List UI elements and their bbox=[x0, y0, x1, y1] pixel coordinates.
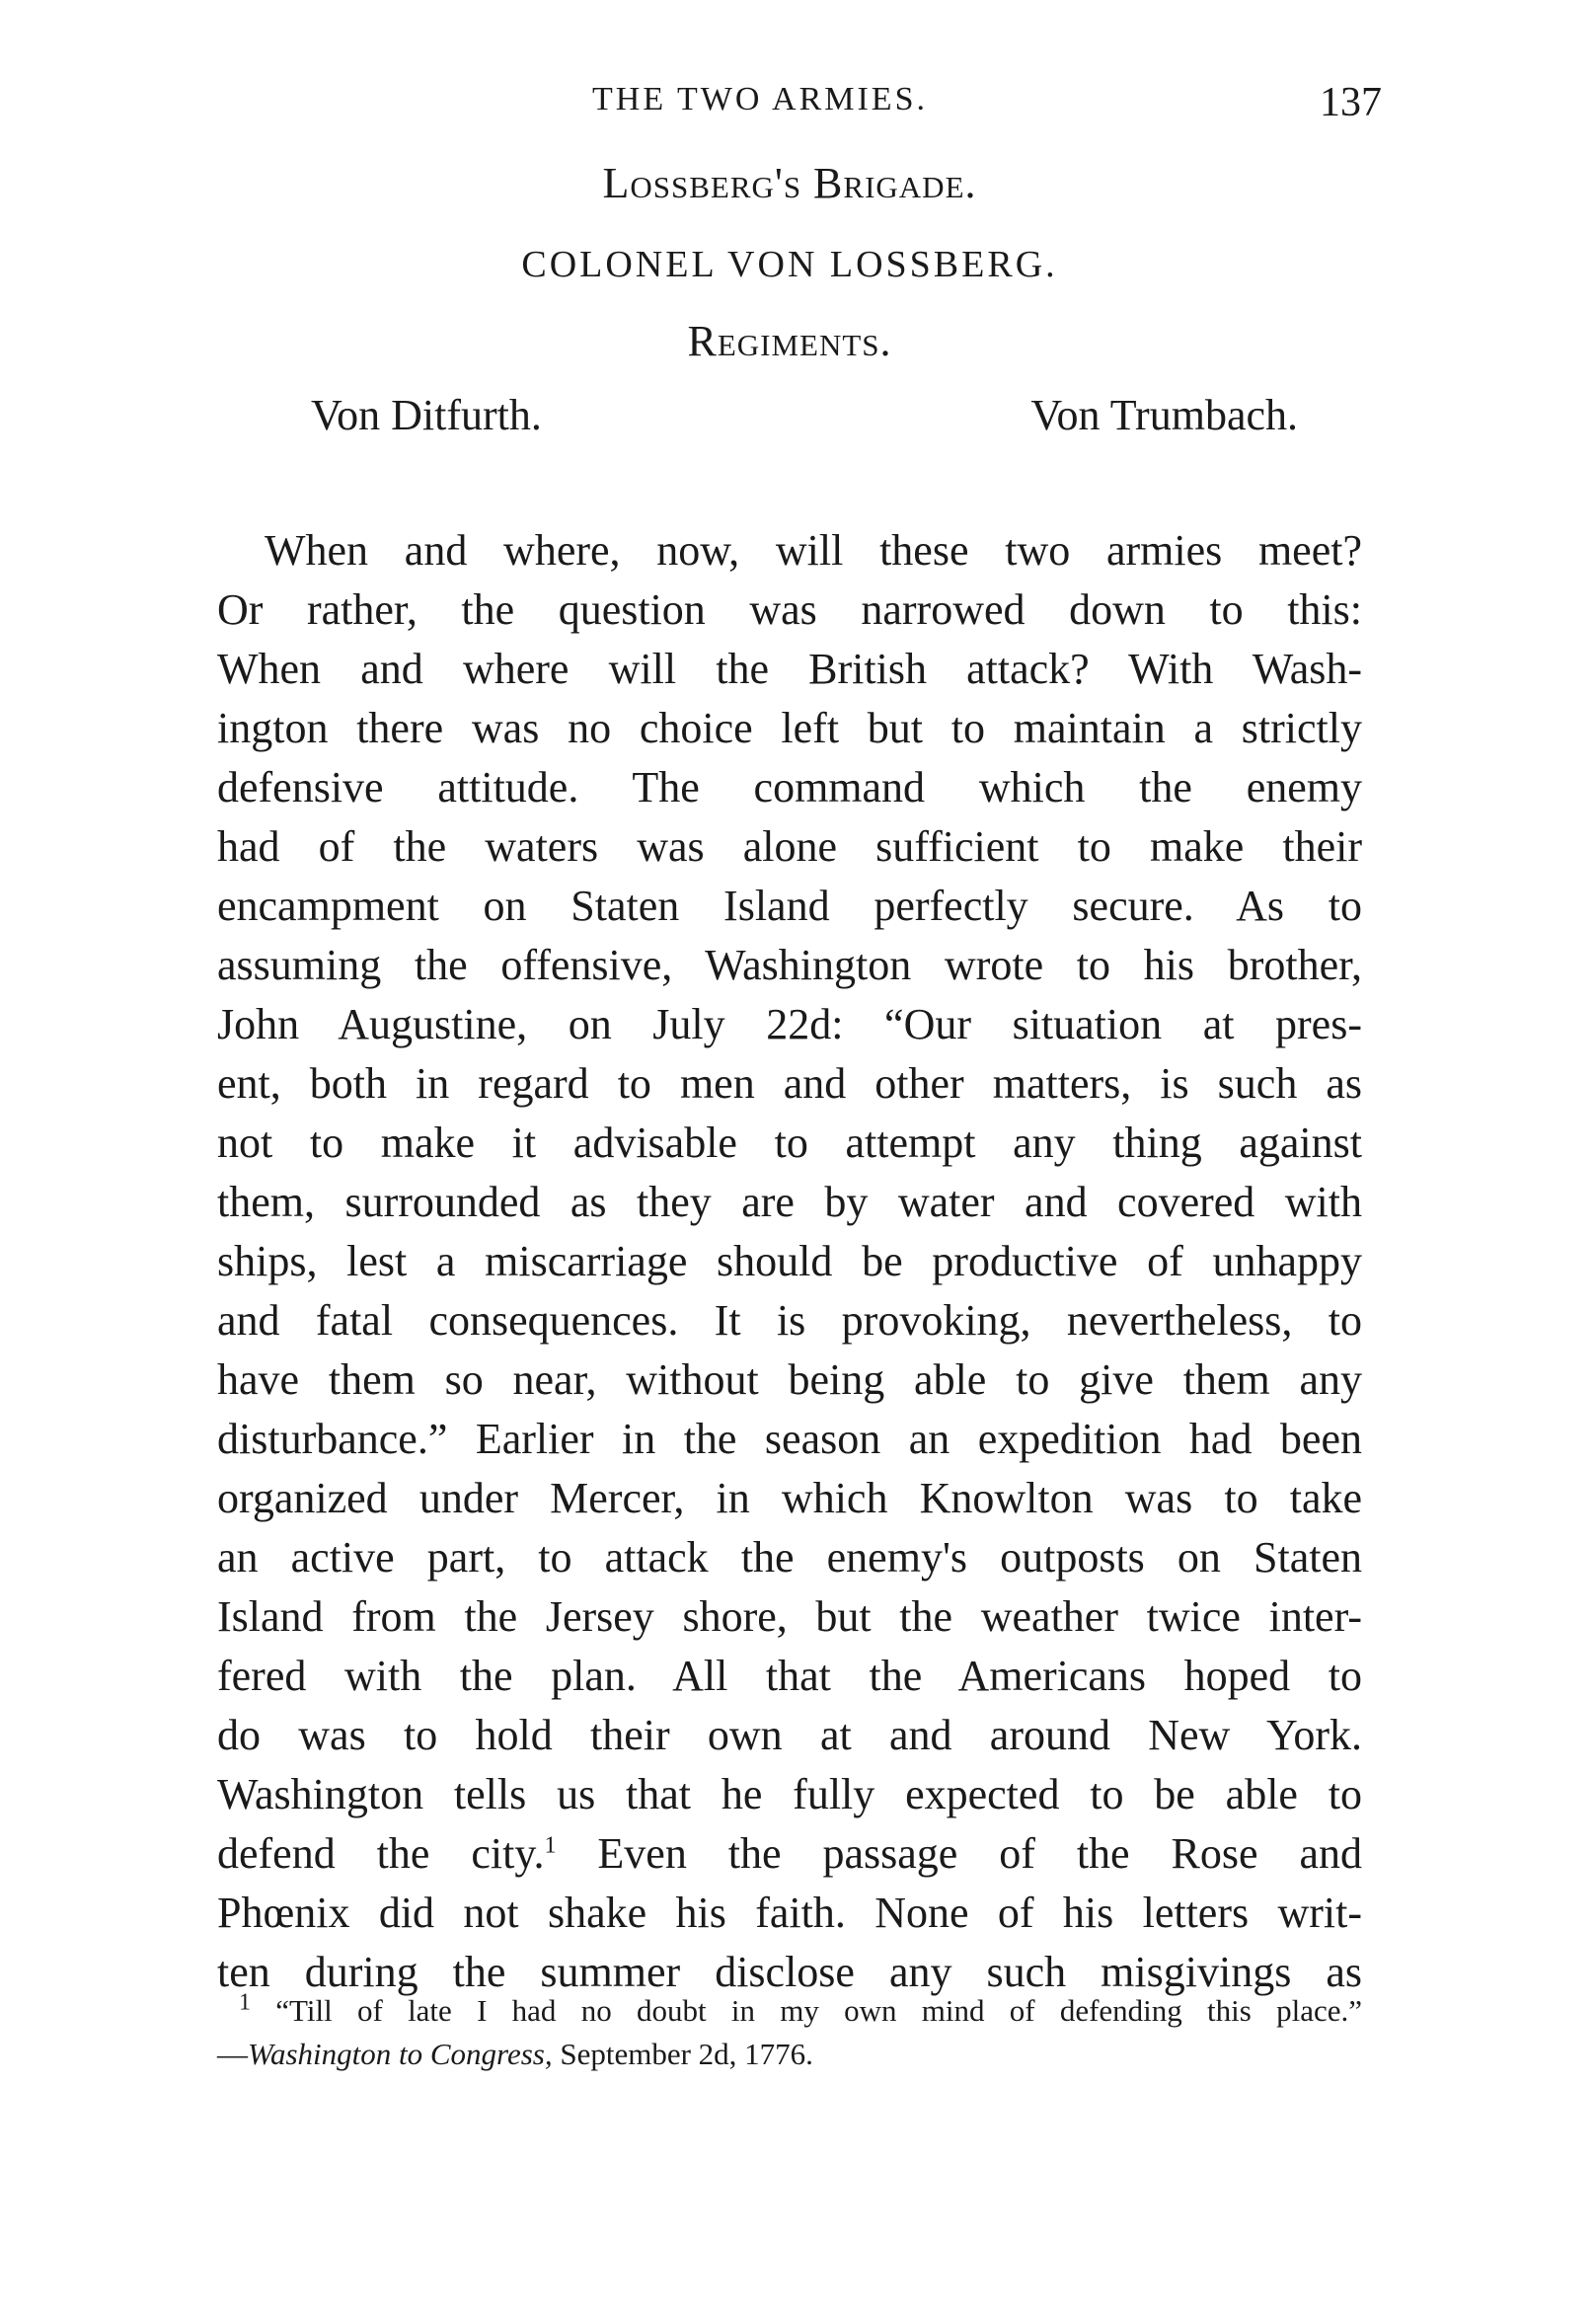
body-line: not to make it advisable to attempt any thing against bbox=[217, 1119, 1362, 1167]
footnote-source-title: Washington to Congress, bbox=[248, 2037, 553, 2071]
body-line: Or rather, the question was narrowed down to this: bbox=[217, 585, 1362, 634]
body-line: them, surrounded as they are by water and covered with bbox=[217, 1178, 1362, 1226]
page-number: 137 bbox=[1320, 80, 1382, 125]
brigade-title: Lossberg's Brigade. bbox=[602, 159, 977, 207]
body-line: When and where, now, will these two armies meet? bbox=[265, 526, 1362, 575]
body-line: do was to hold their own at and around New York. bbox=[217, 1711, 1362, 1759]
footnote-line bbox=[217, 1989, 1362, 2033]
body-line: defensive attitude. The command which the enemy bbox=[217, 763, 1362, 811]
body-line-with-footnote-ref bbox=[217, 1824, 1362, 1884]
body-line: and fatal consequences. It is provoking, nevertheless, to bbox=[217, 1296, 1362, 1345]
body-line: ships, lest a miscarriage should be productive of unhappy bbox=[217, 1237, 1362, 1285]
footnote-marker: 1 bbox=[239, 1989, 251, 2016]
body-line: organized under Mercer, in which Knowlton was to take bbox=[217, 1474, 1362, 1522]
footnote bbox=[217, 1989, 1362, 2076]
regiment-ditfurth: Von Ditfurth. bbox=[311, 391, 542, 439]
body-line: Island from the Jersey shore, but the weather twice inter- bbox=[217, 1592, 1362, 1641]
body-line: ington there was no choice left but to maintain a strictly bbox=[217, 704, 1362, 752]
body-line: ten during the summer disclose any such misgivings as bbox=[217, 1948, 1362, 1996]
running-title: THE TWO ARMIES. bbox=[592, 81, 928, 117]
body-line: have them so near, without being able to give them any bbox=[217, 1355, 1362, 1404]
footnote-source-date: September 2d, 1776. bbox=[552, 2037, 813, 2071]
body-line: disturbance.” Earlier in the season an expedition had been bbox=[217, 1415, 1362, 1463]
body-line: encampment on Staten Island perfectly secure. As to bbox=[217, 882, 1362, 930]
body-line: Washington tells us that he fully expected to be able to bbox=[217, 1770, 1362, 1818]
body-line-text: defend the city. bbox=[217, 1829, 545, 1878]
body-line: John Augustine, on July 22d: “Our situation at pres- bbox=[217, 1000, 1362, 1048]
brigade-commander: COLONEL VON LOSSBERG. bbox=[521, 244, 1058, 285]
footnote-reference: 1 bbox=[544, 1832, 557, 1859]
regiments-heading: Regiments. bbox=[687, 317, 892, 365]
regiments-list bbox=[311, 390, 1298, 449]
body-line: an active part, to attack the enemy's outposts on Staten bbox=[217, 1533, 1362, 1582]
body-line: fered with the plan. All that the Americans hoped to bbox=[217, 1652, 1362, 1700]
footnote-text: “Till of late I had no doubt in my own mind of defending this place.” bbox=[275, 1993, 1362, 2028]
running-head bbox=[217, 79, 1382, 128]
body-line: Phœnix did not shake his faith. None of his letters writ- bbox=[217, 1889, 1362, 1937]
body-line: had of the waters was alone sufficient to make their bbox=[217, 822, 1362, 871]
body-paragraph bbox=[217, 521, 1362, 2002]
footnote-source-line bbox=[217, 2033, 1362, 2076]
body-line: assuming the offensive, Washington wrote to his brother, bbox=[217, 941, 1362, 989]
footnote-dash: — bbox=[217, 2037, 248, 2071]
body-line: When and where will the British attack? With Wash- bbox=[217, 645, 1362, 693]
body-line: ent, both in regard to men and other matters, is such as bbox=[217, 1059, 1362, 1108]
body-line-text-rest: Even the passage of the Rose and bbox=[556, 1829, 1362, 1878]
regiment-trumbach: Von Trumbach. bbox=[1030, 391, 1298, 439]
